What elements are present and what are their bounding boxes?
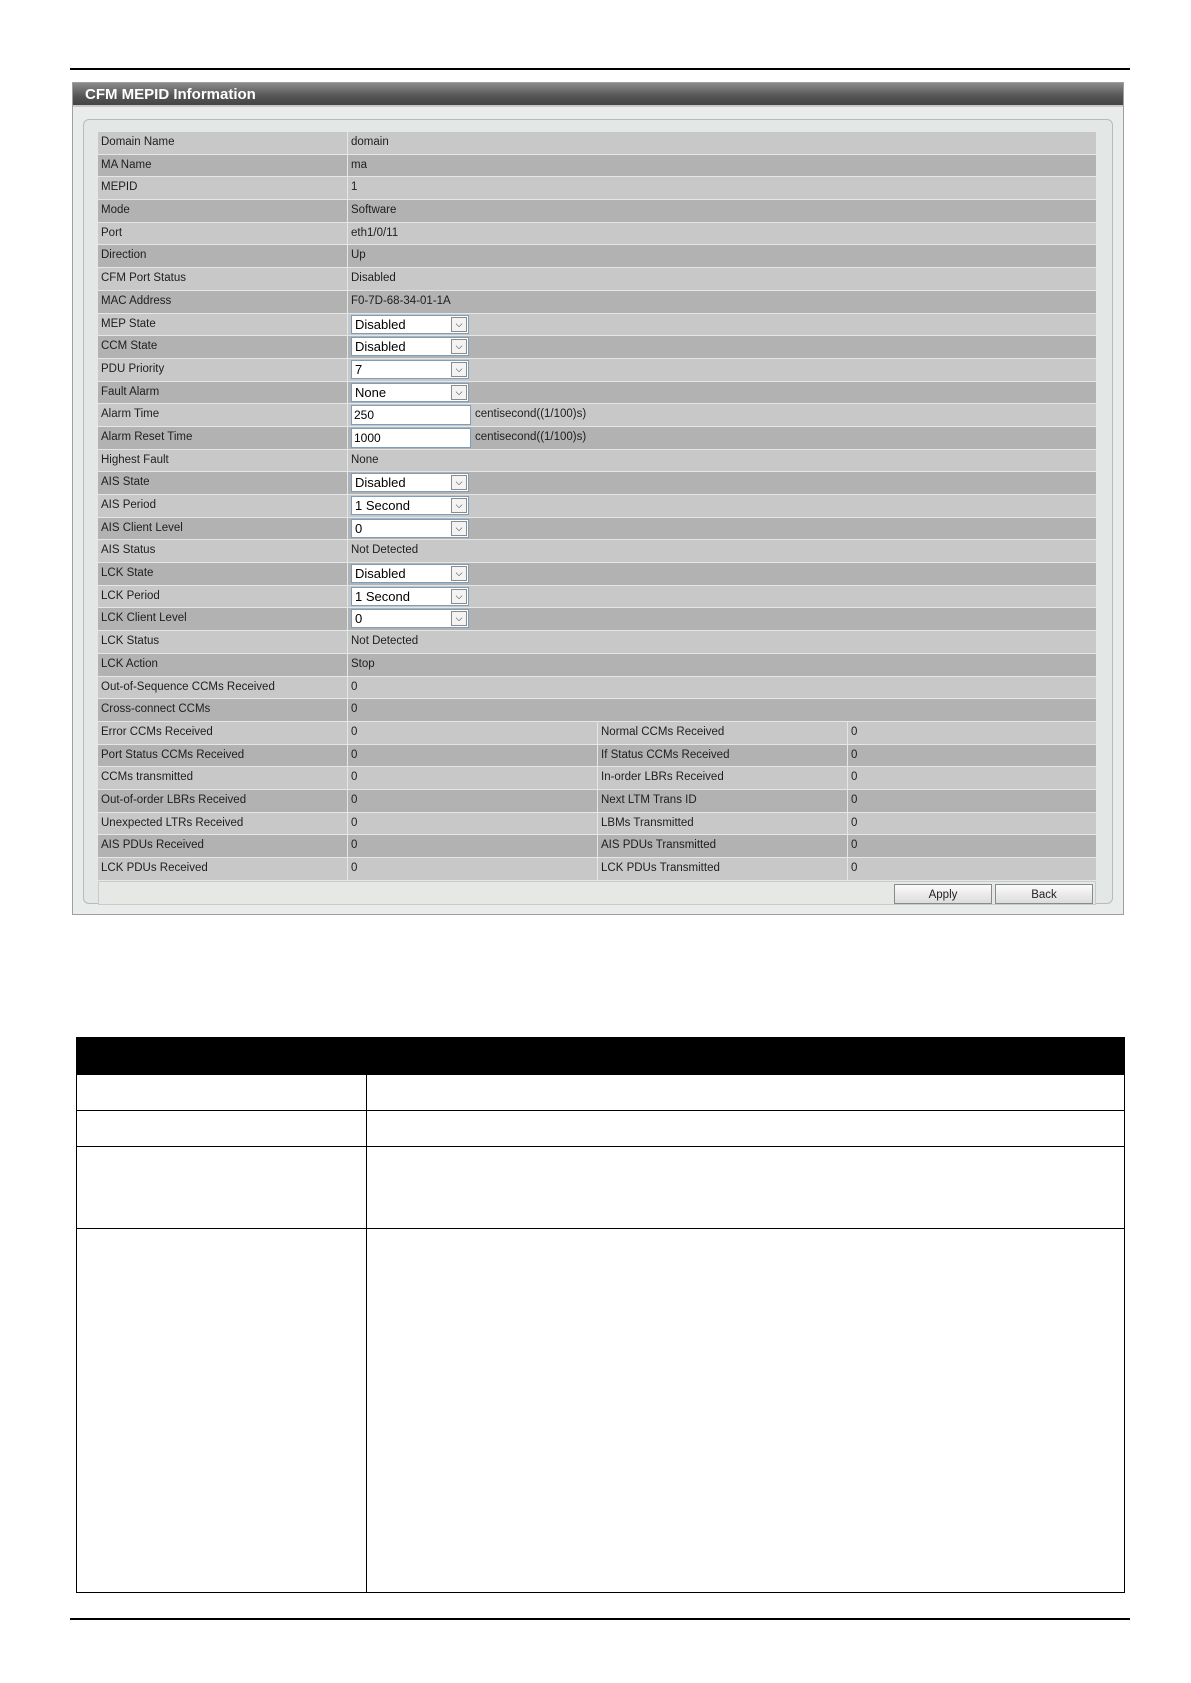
mac-address-value: F0-7D-68-34-01-1A	[351, 294, 451, 307]
chevron-down-icon[interactable]: ⌵	[451, 385, 467, 400]
error-ccms-received-value: 0	[348, 722, 598, 744]
table-row	[98, 268, 1096, 291]
mepid-info-table	[98, 132, 1096, 905]
cfm-port-status-value: Disabled	[351, 272, 396, 285]
lck-state-select[interactable]	[351, 564, 469, 583]
lck-period-label: LCK Period	[98, 586, 348, 608]
table-row	[98, 563, 1096, 586]
ais-period-selected-value: 1 Second	[355, 498, 410, 513]
mep-state-selected-value: Disabled	[355, 316, 406, 332]
out-of-order-lbrs-received-value: 0	[348, 790, 598, 812]
unexpected-ltrs-received-label: Unexpected LTRs Received	[98, 813, 348, 835]
parameter-cell	[77, 1075, 367, 1111]
fault-alarm-select[interactable]	[351, 383, 469, 402]
highest-fault-value: None	[351, 453, 379, 466]
ais-period-select[interactable]	[351, 496, 469, 515]
mac-address-label: MAC Address	[98, 291, 348, 313]
table-row	[98, 586, 1096, 609]
out-of-sequence-ccms-received-value-cell	[348, 677, 1096, 699]
counter-row	[98, 858, 1096, 881]
table-row	[98, 472, 1096, 495]
counter-row	[98, 790, 1096, 813]
alarm-reset-time-unit: centisecond((1/100)s)	[475, 430, 587, 443]
chevron-down-icon[interactable]: ⌵	[451, 566, 467, 581]
header-rule	[70, 68, 1130, 70]
ais-pdus-transmitted-value: 0	[848, 835, 1096, 857]
lck-client-level-label: LCK Client Level	[98, 608, 348, 630]
pdu-priority-label: PDU Priority	[98, 359, 348, 381]
ccm-state-selected-value: Disabled	[355, 339, 406, 355]
table-row	[98, 291, 1096, 314]
fault-alarm-selected-value: None	[355, 384, 387, 400]
out-of-sequence-ccms-received-label: Out-of-Sequence CCMs Received	[98, 677, 348, 699]
alarm-time-label: Alarm Time	[98, 404, 348, 426]
pdu-priority-selected-value: 7	[355, 361, 363, 377]
table-row	[98, 177, 1096, 200]
lck-pdus-transmitted-value: 0	[848, 858, 1096, 880]
lck-client-level-value-cell	[348, 608, 1096, 630]
out-of-order-lbrs-received-label: Out-of-order LBRs Received	[98, 790, 348, 812]
chevron-down-icon[interactable]: ⌵	[451, 475, 467, 490]
table-row	[98, 450, 1096, 473]
ccm-state-label: CCM State	[98, 336, 348, 358]
table-row	[98, 495, 1096, 518]
ccms-transmitted-value: 0	[348, 767, 598, 789]
ccm-state-select[interactable]	[351, 337, 469, 356]
ais-status-value-cell	[348, 540, 1096, 562]
next-ltm-trans-id-label: Next LTM Trans ID	[598, 790, 848, 812]
chevron-down-icon[interactable]: ⌵	[451, 611, 467, 626]
description-cell	[367, 1147, 1125, 1229]
pdu-priority-value-cell	[348, 359, 1096, 381]
ma-name-value-cell	[348, 155, 1096, 177]
cross-connect-ccms-label: Cross-connect CCMs	[98, 699, 348, 721]
if-status-ccms-received-label: If Status CCMs Received	[598, 745, 848, 767]
cfm-port-status-value-cell	[348, 268, 1096, 290]
mepid-value: 1	[351, 181, 358, 194]
ais-client-level-value-cell	[348, 518, 1096, 540]
counter-row	[98, 813, 1096, 836]
ais-state-label: AIS State	[98, 472, 348, 494]
direction-value-cell	[348, 245, 1096, 267]
table-row	[98, 132, 1096, 155]
apply-button[interactable]: Apply	[894, 884, 992, 904]
window-body	[83, 119, 1113, 904]
table-row	[98, 200, 1096, 223]
ais-status-value: Not Detected	[351, 544, 419, 557]
table-row	[98, 427, 1096, 450]
lck-pdus-transmitted-label: LCK PDUs Transmitted	[598, 858, 848, 880]
mac-address-value-cell	[348, 291, 1096, 313]
lbms-transmitted-value: 0	[848, 813, 1096, 835]
highest-fault-value-cell	[348, 450, 1096, 472]
chevron-down-icon[interactable]: ⌵	[451, 498, 467, 513]
counter-row	[98, 722, 1096, 745]
parameter-cell	[77, 1147, 367, 1229]
lbms-transmitted-label: LBMs Transmitted	[598, 813, 848, 835]
ma-name-label: MA Name	[98, 155, 348, 177]
lck-action-value: Stop	[351, 657, 375, 670]
lck-period-selected-value: 1 Second	[355, 588, 410, 604]
parameter-cell	[77, 1229, 367, 1593]
ais-status-label: AIS Status	[98, 540, 348, 562]
chevron-down-icon[interactable]: ⌵	[451, 589, 467, 604]
port-value-cell	[348, 223, 1096, 245]
ais-period-value-cell	[348, 495, 1096, 517]
table-row	[98, 223, 1096, 246]
ais-client-level-selected-value: 0	[355, 520, 363, 536]
parameter-description-table	[76, 1037, 1125, 1593]
pdu-priority-select[interactable]	[351, 360, 469, 379]
counter-row	[98, 835, 1096, 858]
alarm-reset-time-input[interactable]: 1000	[351, 428, 471, 448]
lck-status-label: LCK Status	[98, 631, 348, 653]
direction-label: Direction	[98, 245, 348, 267]
table-row	[98, 699, 1096, 722]
table-header-cell	[77, 1038, 1125, 1075]
table-row	[98, 155, 1096, 178]
ais-pdus-transmitted-label: AIS PDUs Transmitted	[598, 835, 848, 857]
lck-state-label: LCK State	[98, 563, 348, 585]
ccms-transmitted-label: CCMs transmitted	[98, 767, 348, 789]
fault-alarm-value-cell	[348, 382, 1096, 404]
domain-name-value-cell	[348, 132, 1096, 154]
cross-connect-ccms-value-cell	[348, 699, 1096, 721]
chevron-down-icon[interactable]: ⌵	[451, 362, 467, 377]
lck-action-label: LCK Action	[98, 654, 348, 676]
counter-row	[98, 767, 1096, 790]
in-order-lbrs-received-label: In-order LBRs Received	[598, 767, 848, 789]
port-label: Port	[98, 223, 348, 245]
in-order-lbrs-received-value: 0	[848, 767, 1096, 789]
port-status-ccms-received-value: 0	[348, 745, 598, 767]
alarm-reset-time-value-cell	[348, 427, 1096, 449]
cross-connect-ccms-value: 0	[351, 703, 358, 716]
mep-state-select[interactable]	[351, 315, 469, 334]
button-bar	[98, 881, 1096, 905]
window-title: CFM MEPID Information	[73, 83, 1123, 107]
counter-row	[98, 745, 1096, 768]
table-row	[98, 631, 1096, 654]
normal-ccms-received-value: 0	[848, 722, 1096, 744]
table-row	[98, 518, 1096, 541]
table-row	[98, 608, 1096, 631]
ais-client-level-label: AIS Client Level	[98, 518, 348, 540]
chevron-down-icon[interactable]: ⌵	[451, 317, 467, 332]
cfm-mepid-window	[72, 82, 1124, 915]
unexpected-ltrs-received-value: 0	[348, 813, 598, 835]
alarm-time-input[interactable]: 250	[351, 405, 471, 425]
lck-pdus-received-label: LCK PDUs Received	[98, 858, 348, 880]
ais-state-select[interactable]	[351, 473, 469, 492]
description-cell	[367, 1111, 1125, 1147]
lck-client-level-selected-value: 0	[355, 611, 363, 627]
mode-value: Software	[351, 204, 397, 217]
table-row	[98, 540, 1096, 563]
back-button[interactable]: Back	[995, 884, 1093, 904]
table-row	[98, 359, 1096, 382]
lck-status-value-cell	[348, 631, 1096, 653]
table-row	[77, 1111, 1125, 1147]
lck-period-value-cell	[348, 586, 1096, 608]
ccm-state-value-cell	[348, 336, 1096, 358]
direction-value: Up	[351, 249, 366, 262]
mep-state-label: MEP State	[98, 314, 348, 336]
ma-name-value: ma	[351, 158, 367, 171]
domain-name-label: Domain Name	[98, 132, 348, 154]
port-status-ccms-received-label: Port Status CCMs Received	[98, 745, 348, 767]
lck-action-value-cell	[348, 654, 1096, 676]
domain-name-value: domain	[351, 136, 389, 148]
ais-state-selected-value: Disabled	[355, 475, 406, 491]
mode-value-cell	[348, 200, 1096, 222]
mepid-value-cell	[348, 177, 1096, 199]
next-ltm-trans-id-value: 0	[848, 790, 1096, 812]
ais-pdus-received-value: 0	[348, 835, 598, 857]
error-ccms-received-label: Error CCMs Received	[98, 722, 348, 744]
fault-alarm-label: Fault Alarm	[98, 382, 348, 404]
normal-ccms-received-label: Normal CCMs Received	[598, 722, 848, 744]
highest-fault-label: Highest Fault	[98, 450, 348, 472]
table-row	[98, 654, 1096, 677]
chevron-down-icon[interactable]: ⌵	[451, 521, 467, 536]
lck-state-value-cell	[348, 563, 1096, 585]
table-row	[98, 336, 1096, 359]
ais-state-value-cell	[348, 472, 1096, 494]
table-row	[98, 314, 1096, 337]
ais-period-label: AIS Period	[98, 495, 348, 517]
lck-period-select[interactable]	[351, 587, 469, 606]
table-row	[77, 1147, 1125, 1229]
ais-client-level-select[interactable]	[351, 519, 469, 538]
table-header-row	[77, 1038, 1125, 1075]
lck-client-level-select[interactable]	[351, 609, 469, 628]
out-of-sequence-ccms-received-value: 0	[351, 680, 358, 693]
ais-pdus-received-label: AIS PDUs Received	[98, 835, 348, 857]
table-row	[98, 382, 1096, 405]
table-row	[77, 1229, 1125, 1593]
cfm-port-status-label: CFM Port Status	[98, 268, 348, 290]
lck-pdus-received-value: 0	[348, 858, 598, 880]
lck-state-selected-value: Disabled	[355, 566, 406, 582]
parameter-cell	[77, 1111, 367, 1147]
chevron-down-icon[interactable]: ⌵	[451, 339, 467, 354]
lck-status-value: Not Detected	[351, 635, 419, 648]
mode-label: Mode	[98, 200, 348, 222]
mep-state-value-cell	[348, 314, 1096, 336]
table-row	[98, 404, 1096, 427]
description-cell	[367, 1075, 1125, 1111]
table-row	[98, 245, 1096, 268]
footer-rule	[70, 1618, 1130, 1620]
alarm-time-unit: centisecond((1/100)s)	[475, 408, 587, 421]
port-value: eth1/0/11	[351, 226, 399, 239]
if-status-ccms-received-value: 0	[848, 745, 1096, 767]
alarm-reset-time-label: Alarm Reset Time	[98, 427, 348, 449]
mepid-label: MEPID	[98, 177, 348, 199]
description-cell	[367, 1229, 1125, 1593]
table-row	[77, 1075, 1125, 1111]
table-row	[98, 677, 1096, 700]
alarm-time-value-cell	[348, 404, 1096, 426]
